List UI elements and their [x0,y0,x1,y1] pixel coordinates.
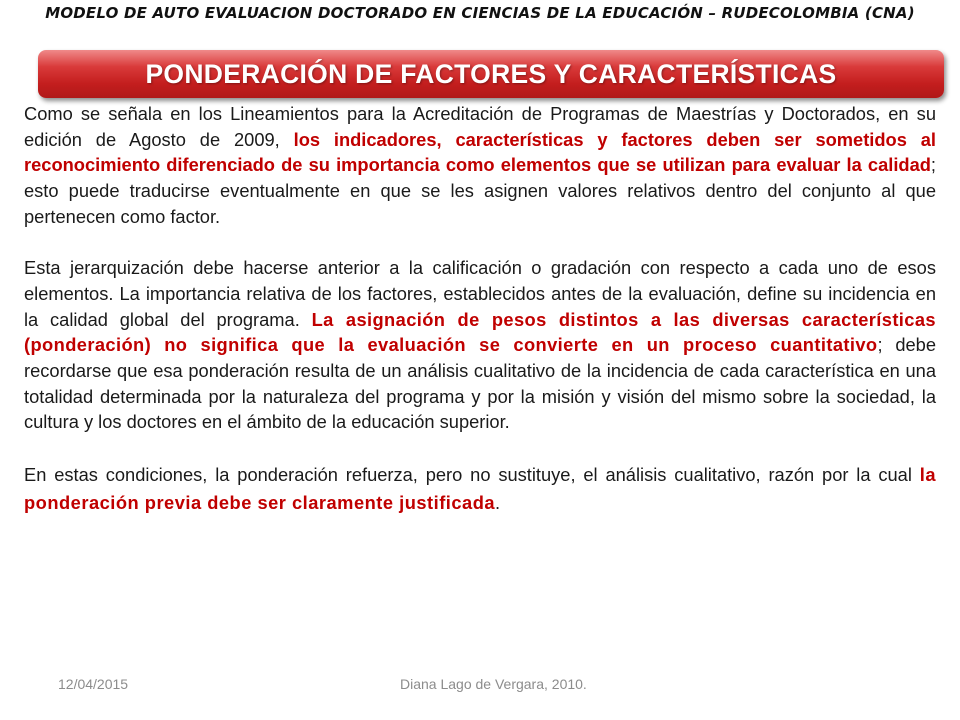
paragraph-3-tail: . [495,491,501,513]
paragraph-3-emphasis: la ponderación previa debe ser claramente justificada [24,463,936,513]
footer-date: 12/04/2015 [58,676,129,692]
slide-header: MODELO DE AUTO EVALUACION DOCTORADO EN CIENCIAS DE LA EDUCACIÓN – RUDECOLOMBIA (CNA) [45,4,915,22]
paragraph-1-tail: ; esto puede traducirse eventualmente en que se les asignen valores relativos dentro del conjunto al que pertenecen como factor. [24,154,936,227]
paragraph-1-emphasis: los indicadores, características y factores deben ser sometidos al reconocimiento diferenciado de su importancia como elementos que se utilizan para evaluar la calidad [24,128,936,176]
paragraph-1 [24,101,936,230]
slide-body [24,101,936,517]
footer-author: Diana Lago de Vergara, 2010. [400,676,587,692]
paragraph-3 [24,461,936,517]
paragraph-2-text: Esta jerarquización debe hacerse anterior a la calificación o gradación con respecto a cada uno de esos elementos. La importancia relativa de los factores, establecidos antes de la evaluación, define su incidencia en la calidad global del programa. [24,257,936,330]
paragraph-3-text: En estas condiciones, la ponderación refuerza, pero no sustituye, el análisis cualitativo, razón por la cual [24,463,920,485]
paragraph-1-text: Como se señala en los Lineamientos para la Acreditación de Programas de Maestrías y Doctorados, en su edición de Agosto de 2009, [24,103,936,150]
slide-title: PONDERACIÓN DE FACTORES Y CARACTERÍSTICAS [145,58,837,89]
paragraph-2-emphasis: La asignación de pesos distintos a las diversas características (ponderación) no significa que la evaluación se convierte en un proceso cuantitativo [24,308,936,356]
paragraph-2 [24,255,936,435]
paragraph-2-tail: ; debe recordarse que esa ponderación resulta de un análisis cualitativo de la incidencia de cada característica en una totalidad determinada por la naturaleza del programa y por la misión y visión del mismo sobre la sociedad, la cultura y los doctores en el ámbito de la educación superior. [24,334,937,433]
title-banner [38,50,944,98]
